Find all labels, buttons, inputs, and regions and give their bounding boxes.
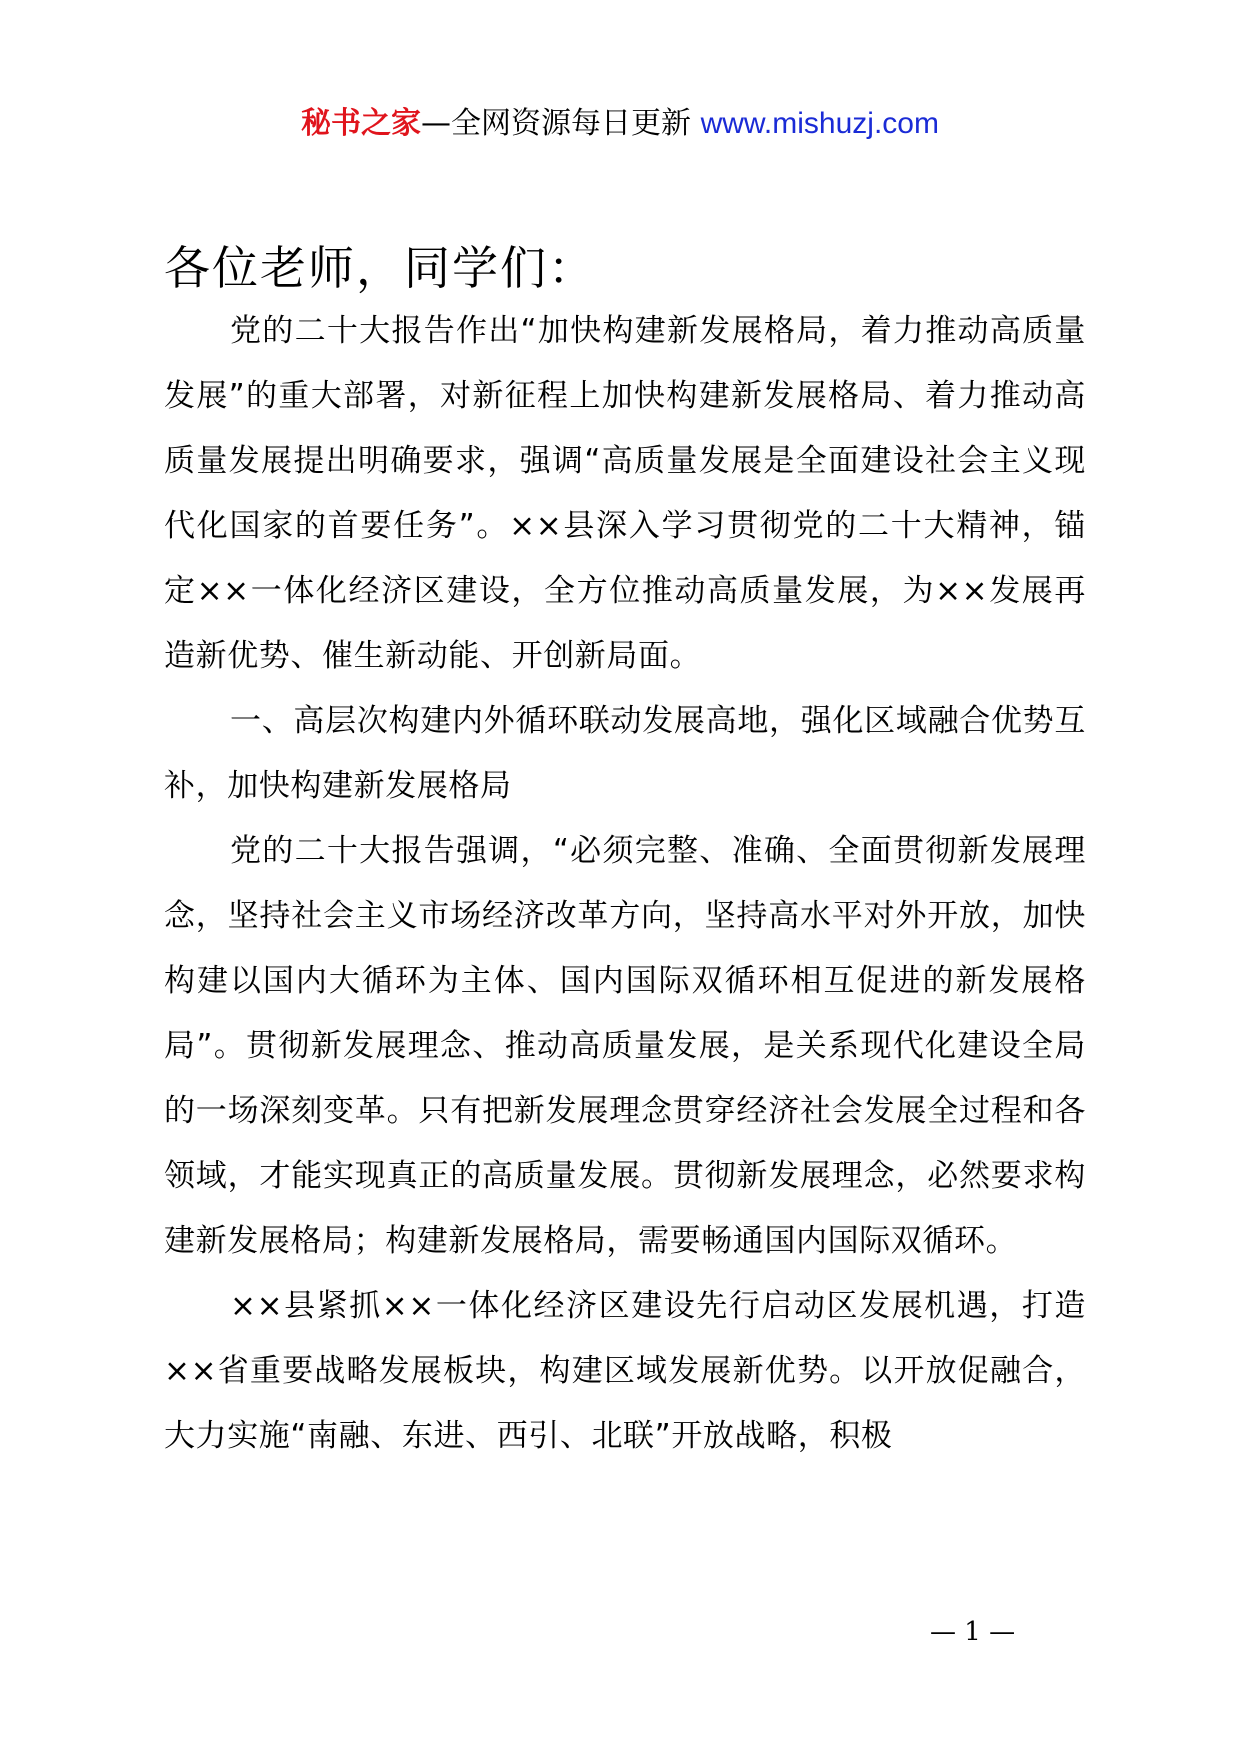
document-body: [164, 233, 1086, 1469]
paragraph-intro: 党的二十大报告作出“加快构建新发展格局，着力推动高质量发展”的重大部署，对新征程上加快构建新发展格局、着力推动高质量发展提出明确要求，强调“高质量发展是全面建设社会主义现代化国家的首要任务”。××县深入学习贯彻党的二十大精神，锚定××一体化经济区建设，全方位推动高质量发展，为××发展再造新优势、催生新动能、开创新局面。: [164, 313, 1086, 674]
page-number: — 1 —: [930, 1617, 1016, 1647]
header-tagline: —全网资源每日更新: [421, 106, 692, 141]
paragraph-2: 党的二十大报告强调，“必须完整、准确、全面贯彻新发展理念，坚持社会主义市场经济改革方向，坚持高水平对外开放，加快构建以国内大循环为主体、国内国际双循环相互促进的新发展格局”。贯彻新发展理念、推动高质量发展，是关系现代化建设全局的一场深刻变革。只有把新发展理念贯穿经济社会发展全过程和各领域，才能实现真正的高质量发展。贯彻新发展理念，必然要求构建新发展格局；构建新发展格局，需要畅通国内国际双循环。: [164, 833, 1086, 1259]
page-header: [0, 100, 1240, 148]
section-heading-1: 一、高层次构建内外循环联动发展高地，强化区域融合优势互补，加快构建新发展格局: [164, 703, 1086, 804]
site-name: 秘书之家: [301, 106, 422, 141]
salutation: 各位老师，同学们：: [164, 241, 596, 295]
paragraph-3: ××县紧抓××一体化经济区建设先行启动区发展机遇，打造××省重要战略发展板块，构建区域发展新优势。以开放促融合，大力实施“南融、东进、西引、北联”开放战略，积极: [164, 1288, 1086, 1454]
site-url-link[interactable]: www.mishuzj.com: [700, 107, 939, 140]
